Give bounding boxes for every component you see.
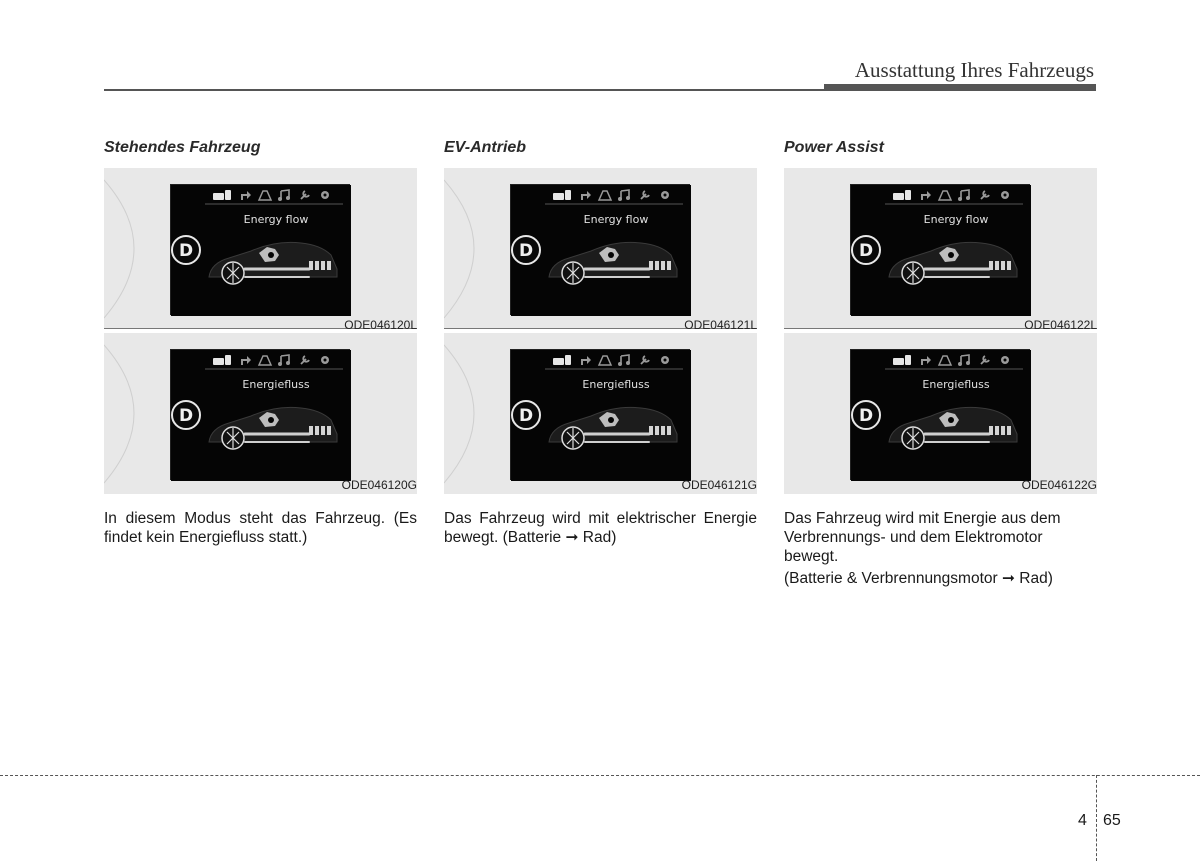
cluster-screen	[170, 349, 350, 480]
display-panel-en	[104, 168, 417, 332]
display-panel-de	[444, 333, 757, 494]
chapter-number: 4	[1078, 812, 1087, 829]
screen-title: Energy flow	[923, 213, 989, 226]
gear-indicator-icon	[849, 398, 883, 432]
gear-letter: D	[518, 406, 534, 426]
figure-code: ODE046121L	[684, 318, 757, 332]
caption-text: Das Fahrzeug wird mit elektrischer Energie bewegt. (Batterie ➞ Rad)	[444, 510, 757, 546]
gear-indicator-icon	[169, 233, 203, 267]
gear-letter: D	[858, 406, 874, 426]
cluster-screen	[850, 184, 1030, 315]
column-title: Stehendes Fahrzeug	[104, 139, 261, 156]
figure-code: ODE046121G	[681, 478, 757, 492]
gear-letter: D	[178, 406, 194, 426]
column-title: Power Assist	[784, 139, 884, 156]
figure-code: ODE046122G	[1021, 478, 1097, 492]
column-ev-drive	[444, 138, 757, 547]
caption-extra-text: (Batterie & Verbrennungsmotor ➞ Rad)	[784, 570, 1053, 587]
header-rule	[104, 89, 1096, 91]
gear-indicator-icon	[849, 233, 883, 267]
column-caption	[444, 509, 757, 547]
caption-text: In diesem Modus steht das Fahrzeug. (Es findet kein Energiefluss statt.)	[104, 510, 417, 546]
gear-letter: D	[178, 241, 194, 261]
column-caption	[104, 509, 417, 547]
column-power-assist	[784, 138, 1097, 588]
gear-letter: D	[858, 241, 874, 261]
cluster-screen	[850, 349, 1030, 480]
cluster-screen	[510, 349, 690, 480]
gear-indicator-icon	[509, 398, 543, 432]
column-title: EV-Antrieb	[444, 139, 527, 156]
page-number: 65	[1103, 812, 1121, 829]
screen-title: Energy flow	[583, 213, 649, 226]
column-caption	[784, 509, 1097, 588]
screen-title: Energiefluss	[582, 378, 650, 391]
gear-indicator-icon	[169, 398, 203, 432]
screen-title: Energiefluss	[242, 378, 310, 391]
screen-title: Energiefluss	[922, 378, 990, 391]
gear-letter: D	[518, 241, 534, 261]
screen-title: Energy flow	[243, 213, 309, 226]
display-panel-de	[784, 333, 1097, 494]
caption-text: Das Fahrzeug wird mit Energie aus dem Verbrennungs- und dem Elektromotor bewegt.	[784, 510, 1061, 565]
footer-vertical-divider	[1096, 775, 1097, 861]
cluster-screen	[510, 184, 690, 315]
cluster-screen	[170, 184, 350, 315]
footer-divider	[0, 775, 1200, 776]
figure-code: ODE046120L	[344, 318, 417, 332]
display-panel-en	[784, 168, 1097, 332]
figure-code: ODE046120G	[341, 478, 417, 492]
display-panel-de	[104, 333, 417, 494]
page-header-title: Ausstattung Ihres Fahrzeugs	[854, 58, 1094, 82]
column-stationary	[104, 138, 417, 547]
figure-code: ODE046122L	[1024, 318, 1097, 332]
gear-indicator-icon	[509, 233, 543, 267]
display-panel-en	[444, 168, 757, 332]
